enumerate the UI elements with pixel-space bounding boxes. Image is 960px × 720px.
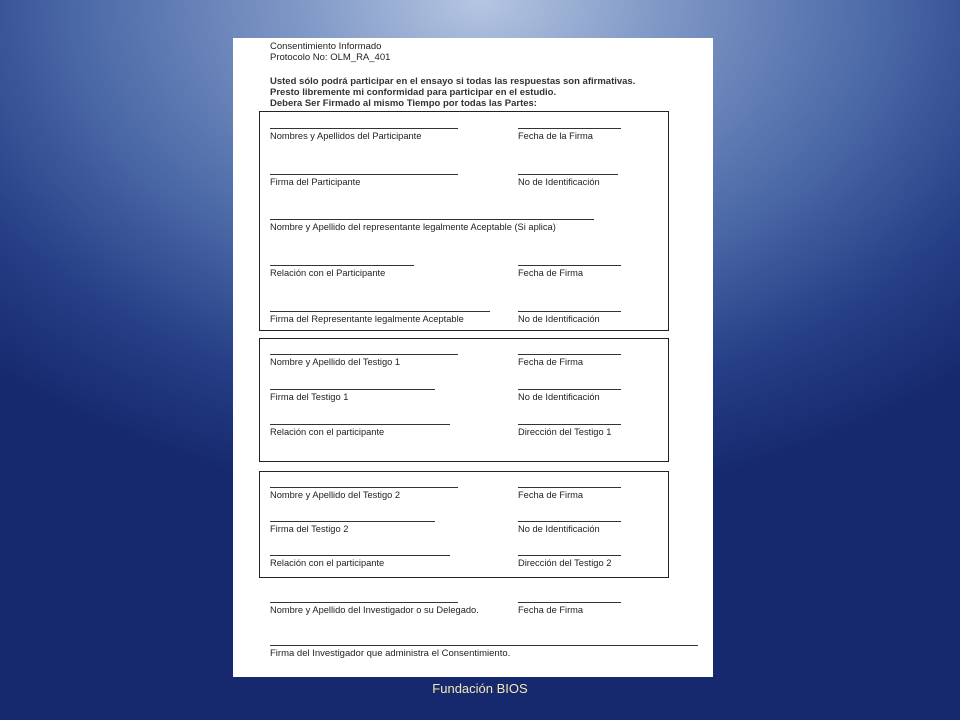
witness-1-address-field[interactable] bbox=[518, 418, 621, 438]
witness-2-date-field[interactable] bbox=[518, 481, 621, 501]
participant-id-field[interactable] bbox=[518, 168, 618, 188]
relation-date-field[interactable] bbox=[518, 259, 621, 279]
witness-1-date-label: Fecha de Firma bbox=[518, 357, 584, 367]
investigator-signature-label: Firma del Investigador que administra el Consentimiento. bbox=[270, 648, 511, 659]
witness-1-relation-label: Relación con el participante bbox=[270, 427, 385, 437]
representative-signature-label: Firma del Representante legalmente Aceptable bbox=[270, 314, 464, 324]
witness-1-box bbox=[259, 338, 669, 462]
witness-1-date-field[interactable] bbox=[518, 348, 621, 368]
witness-2-signature-label: Firma del Testigo 2 bbox=[270, 524, 349, 534]
representative-id-field[interactable] bbox=[518, 305, 621, 325]
witness-1-relation-field[interactable] bbox=[270, 418, 450, 438]
relation-label: Relación con el Participante bbox=[270, 268, 386, 278]
signing-instruction: Debera Ser Firmado al mismo Tiempo por todas las Partes: bbox=[270, 98, 537, 109]
witness-2-box bbox=[259, 471, 669, 578]
participant-id-label: No de Identificación bbox=[518, 177, 600, 187]
witness-1-name-label: Nombre y Apellido del Testigo 1 bbox=[270, 357, 401, 367]
investigator-name-field[interactable] bbox=[270, 596, 500, 616]
representative-name-field[interactable] bbox=[270, 213, 594, 233]
consent-form-document bbox=[233, 38, 713, 677]
witness-1-id-field[interactable] bbox=[518, 383, 621, 403]
consent-statement: Presto libremente mi conformidad para participar en el estudio. bbox=[270, 87, 557, 98]
relation-date-label: Fecha de Firma bbox=[518, 268, 584, 278]
representative-name-label: Nombre y Apellido del representante legalmente Aceptable (Si aplica) bbox=[270, 222, 556, 232]
protocol-number: Protocolo No: OLM_RA_401 bbox=[270, 52, 391, 63]
witness-1-signature-label: Firma del Testigo 1 bbox=[270, 392, 349, 402]
witness-2-relation-label: Relación con el participante bbox=[270, 558, 385, 568]
witness-2-name-field[interactable] bbox=[270, 481, 458, 501]
signature-date-field[interactable] bbox=[518, 122, 621, 142]
participant-signature-box bbox=[259, 111, 669, 331]
investigator-signature-line[interactable] bbox=[270, 645, 698, 646]
investigator-date-field[interactable] bbox=[518, 596, 621, 616]
witness-2-signature-field[interactable] bbox=[270, 515, 435, 535]
witness-2-address-label: Dirección del Testigo 2 bbox=[518, 558, 612, 568]
relation-field[interactable] bbox=[270, 259, 414, 279]
witness-2-relation-field[interactable] bbox=[270, 549, 450, 569]
witness-1-address-label: Dirección del Testigo 1 bbox=[518, 427, 612, 437]
document-title: Consentimiento Informado bbox=[270, 41, 382, 52]
representative-id-label: No de Identificación bbox=[518, 314, 600, 324]
footer-organization-name: Fundación BIOS bbox=[432, 681, 528, 696]
witness-1-signature-field[interactable] bbox=[270, 383, 435, 403]
witness-1-id-label: No de Identificación bbox=[518, 392, 600, 402]
witness-2-address-field[interactable] bbox=[518, 549, 621, 569]
eligibility-statement: Usted sólo podrá participar en el ensayo si todas las respuestas son afirmativas. bbox=[270, 76, 636, 87]
witness-1-name-field[interactable] bbox=[270, 348, 458, 368]
participant-signature-field[interactable] bbox=[270, 168, 458, 188]
participant-name-label: Nombres y Apellidos del Participante bbox=[270, 131, 422, 141]
participant-signature-label: Firma del Participante bbox=[270, 177, 361, 187]
witness-2-id-label: No de Identificación bbox=[518, 524, 600, 534]
signature-date-label: Fecha de la Firma bbox=[518, 131, 593, 141]
witness-2-id-field[interactable] bbox=[518, 515, 621, 535]
investigator-date-label: Fecha de Firma bbox=[518, 605, 584, 615]
witness-2-name-label: Nombre y Apellido del Testigo 2 bbox=[270, 490, 401, 500]
investigator-name-label: Nombre y Apellido del Investigador o su Delegado. bbox=[270, 605, 479, 615]
witness-2-date-label: Fecha de Firma bbox=[518, 490, 584, 500]
representative-signature-field[interactable] bbox=[270, 305, 490, 325]
participant-name-field[interactable] bbox=[270, 122, 458, 142]
